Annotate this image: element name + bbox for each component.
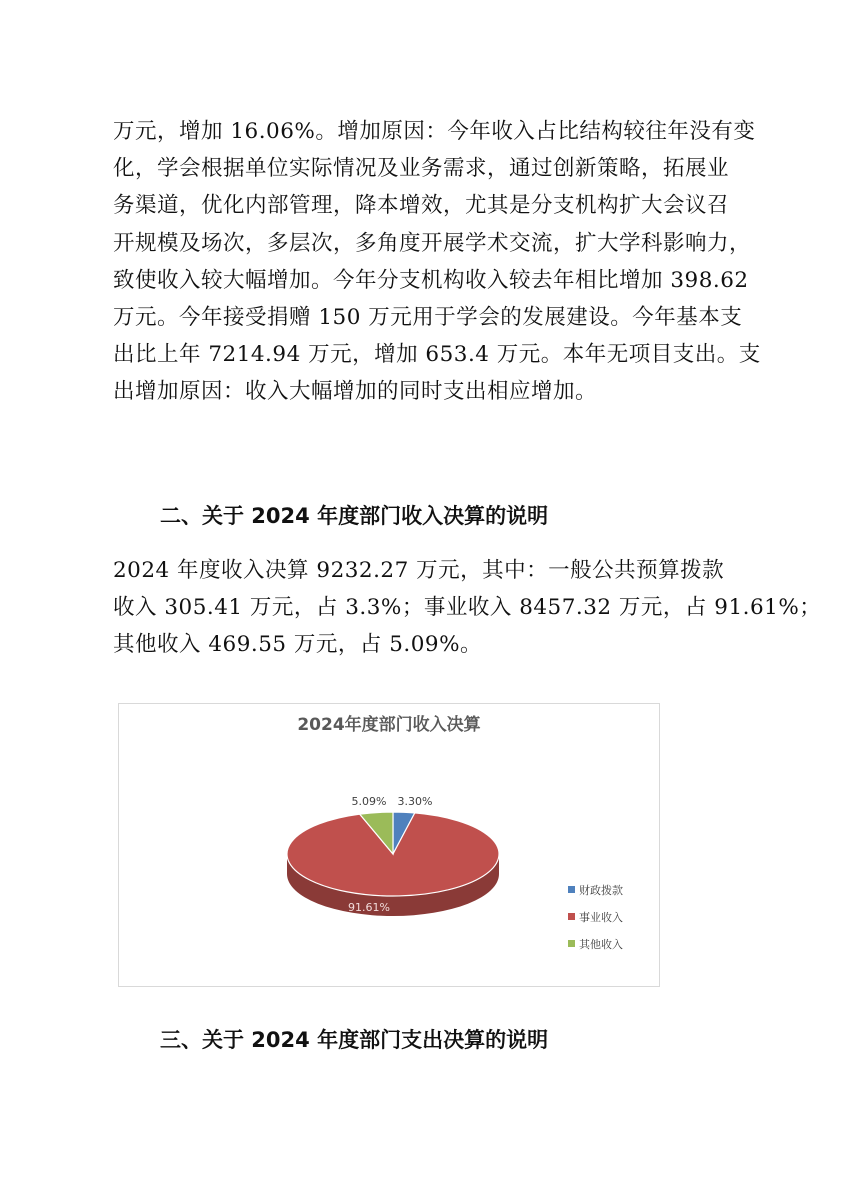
text-line: 万元，增加 16.06%。增加原因：今年收入占比结构较往年没有变	[113, 119, 756, 144]
income-pie-chart	[118, 703, 660, 987]
paragraph-income-change	[113, 113, 761, 411]
text-line: 收入 305.41 万元，占 3.3%；事业收入 8457.32 万元，占 91.61%；	[113, 595, 822, 621]
text-line: 务渠道，优化内部管理，降本增效，尤其是分支机构扩大会议召	[113, 193, 730, 219]
text-line: 出比上年 7214.94 万元，增加 653.4 万元。本年无项目支出。支	[113, 342, 761, 368]
text-line: 化，学会根据单位实际情况及业务需求，通过创新策略，拓展业	[113, 156, 730, 182]
text-line: 其他收入 469.55 万元，占 5.09%。	[113, 632, 483, 658]
pie-chart-svg	[119, 704, 659, 986]
section-heading-income: 二、关于 2024 年度部门收入决算的说明	[160, 504, 549, 528]
text-line: 致使收入较大幅增加。今年分支机构收入较去年相比增加 398.62	[113, 267, 749, 293]
data-label-1: 91.61%	[348, 901, 390, 914]
data-label-2: 5.09%	[351, 795, 387, 808]
chart-title: 2024年度部门收入决算	[297, 715, 481, 735]
legend-swatch-1	[568, 913, 575, 920]
legend-label-0: 财政拨款	[579, 884, 623, 897]
legend-label-2: 其他收入	[579, 938, 623, 951]
legend-label-1: 事业收入	[579, 911, 623, 924]
legend-swatch-0	[568, 886, 575, 893]
paragraph-income-summary	[113, 552, 822, 664]
data-label-0: 3.30%	[397, 795, 433, 808]
legend-swatch-2	[568, 940, 575, 947]
section-heading-expenditure: 三、关于 2024 年度部门支出决算的说明	[160, 1028, 549, 1052]
text-line: 开规模及场次，多层次，多角度开展学术交流，扩大学科影响力，	[113, 230, 752, 256]
text-line: 出增加原因：收入大幅增加的同时支出相应增加。	[113, 379, 598, 405]
text-line: 2024 年度收入决算 9232.27 万元，其中：一般公共预算拨款	[113, 558, 725, 583]
text-line: 万元。今年接受捐赠 150 万元用于学会的发展建设。今年基本支	[113, 305, 743, 331]
